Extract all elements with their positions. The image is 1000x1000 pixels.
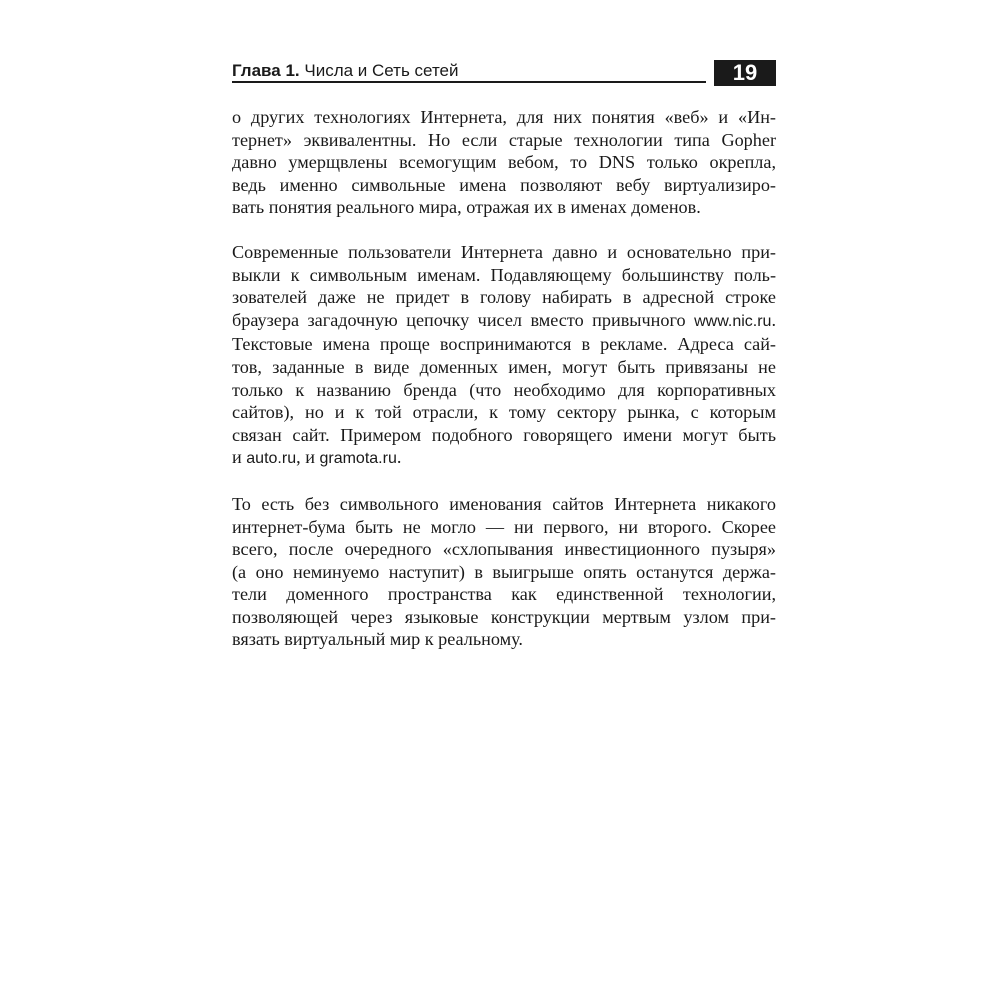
text-line: тов, заданные в виде доменных имен, могут быть привязаны не: [232, 356, 776, 377]
text-line: позволяющей через языковые конструкции мертвым узлом при-: [232, 606, 776, 627]
url-auto-ru: auto.ru: [246, 450, 297, 468]
text-line: вать понятия реального мира, отражая их в именах доменов.: [232, 197, 701, 218]
text-fragment: , и: [296, 447, 320, 468]
header-title: [232, 60, 459, 82]
text-line: тели доменного пространства как единственной технологии,: [232, 584, 776, 605]
text-line: давно умерщвлены всемогущим вебом, то DNS только окрепла,: [232, 152, 776, 173]
text-line: То есть без символьного именования сайтов Интернета никакого: [232, 493, 776, 514]
text-line: [232, 446, 776, 471]
text-line: интернет-бума быть не могло — ни первого, ни второго. Скорее: [232, 516, 776, 537]
paragraph-2: [232, 241, 776, 471]
text-line: тернет» эквивалентны. Но если старые технологии типа Gopher: [232, 129, 776, 150]
text-line: (а оно неминуемо наступит) в выигрыше опять останутся держа-: [232, 561, 776, 582]
chapter-title: Числа и Сеть сетей: [304, 61, 459, 80]
text-line: [232, 309, 776, 334]
text-fragment: .: [396, 447, 402, 468]
text-line: Текстовые имена проще воспринимаются в рекламе. Адреса сай-: [232, 334, 776, 355]
text-line: ведь именно символьные имена позволяют вебу виртуализиро-: [232, 174, 776, 195]
chapter-label: Глава 1.: [232, 61, 300, 80]
text-fragment: .: [771, 309, 776, 330]
text-fragment: и: [232, 447, 247, 468]
url-nic-ru: www.nic.ru: [694, 312, 772, 330]
paragraph-1: [232, 106, 776, 219]
text-line: выкли к символьным именам. Подавляющему большинству поль-: [232, 264, 776, 285]
running-header: [232, 60, 776, 90]
text-line: о других технологиях Интернета, для них понятия «веб» и «Ин-: [232, 107, 776, 127]
text-line: только к названию бренда (что необходимо для корпоративных: [232, 379, 776, 400]
paragraph-3: [232, 493, 776, 651]
text-fragment: браузера загадочную цепочку чисел вместо привычного: [232, 309, 695, 330]
text-line: всего, после очередного «схлопывания инвестиционного пузыря»: [232, 539, 776, 560]
text-line: сайтов), но и к той отрасли, к тому сектору рынка, с которым: [232, 402, 776, 423]
header-rule: [232, 81, 706, 83]
text-line: Современные пользователи Интернета давно и основательно при-: [232, 241, 776, 262]
text-line: зователей даже не придет в голову набирать в адресной строке: [232, 287, 776, 308]
text-line: связан сайт. Примером подобного говорящего имени могут быть: [232, 424, 776, 445]
page-body: [232, 106, 776, 673]
url-gramota-ru: gramota.ru: [319, 450, 397, 468]
text-line: вязать виртуальный мир к реальному.: [232, 629, 523, 650]
page-number: 19: [714, 60, 776, 86]
